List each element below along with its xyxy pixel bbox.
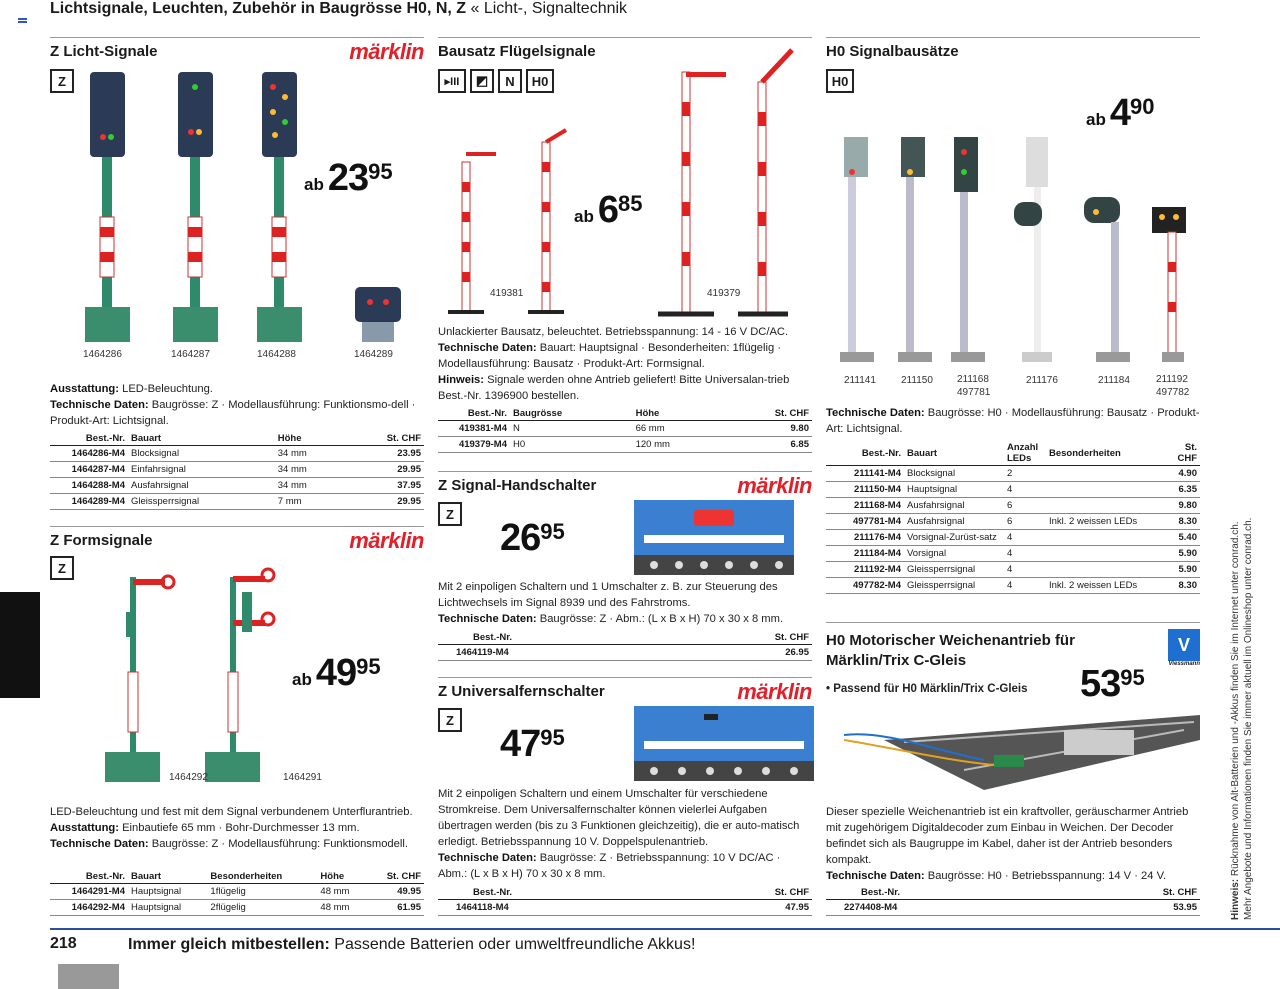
caption: 211141 (844, 375, 876, 386)
section-title: H0 Motorischer Weichenantrieb für Märklin/Trix C-Gleis (826, 632, 1075, 669)
scale-z-badge: Z (50, 69, 74, 93)
price-tag: 4795 (500, 723, 565, 765)
table-row: 211192-M4 Gleissperrsignal 4 5.90 (826, 562, 1200, 578)
scale-n-badge: N (498, 69, 522, 93)
table-row: 1464288-M4 Ausfahrsignal 34 mm 37.95 (50, 478, 424, 494)
viessmann-logo-text: Viessmann (1168, 661, 1200, 667)
caption: 1464289 (354, 349, 393, 360)
menu-icon[interactable] (18, 18, 27, 26)
caption: 1464291 (283, 772, 322, 783)
semaphore-1464291-icon (205, 569, 274, 782)
scale-h0-badge: H0 (826, 69, 854, 93)
column-bausatz (438, 37, 812, 913)
price-tag: ab 4995 (292, 652, 381, 694)
price-table: Best.-Nr. St. CHF 2274408-M4 53.95 (826, 886, 1200, 916)
table-row: 1464118-M4 47.95 (438, 900, 812, 916)
price-table: Best.-Nr. Bauart Anzahl LEDs Besonderheiten St. CHF 211141-M4 Blocksignal 2 4.90 211150-M4 Hauptsignal 4 6.35 211168-M4 Ausfahrsignal 6 9.80 497781-M4 Ausfahrsignal 6 Inkl. 2 weissen LEDs 8.30 211176-M4 Vorsignal-Zurüst-satz 4 5.40 211184-M4 Vorsignal 4 5.90 211192-M4 Gleissperrsignal 4 5.90 497782-M4 Gleissperrsignal 4 Inkl. 2 weissen LEDs 8.30 (826, 441, 1200, 594)
table-row: 419379-M4 H0 120 mm 6.85 (438, 437, 812, 453)
caption: 211150 (901, 375, 933, 386)
h0-signals-image (826, 132, 1200, 372)
signal-211141-icon (840, 137, 874, 362)
price-tag: ab 685 (574, 189, 643, 231)
signal-1464288-icon (257, 72, 302, 342)
table-row: 497782-M4 Gleissperrsignal 4 Inkl. 2 weissen LEDs 8.30 (826, 578, 1200, 594)
grey-tab (58, 964, 119, 989)
signal-211150-icon (898, 137, 932, 362)
table-row: 211150-M4 Hauptsignal 4 6.35 (826, 482, 1200, 498)
table-row: 497781-M4 Ausfahrsignal 6 Inkl. 2 weissen LEDs 8.30 (826, 514, 1200, 530)
product-description: LED-Beleuchtung und fest mit dem Signal verbundenem Unterflurantrieb. Ausstattung: Einbautiefe 65 mm · Bohr-Durchmesser 13 mm. Technische Daten: Baugrösse: Z · Modellausführung: Funktionsmodell. (50, 806, 413, 850)
product-description: Mit 2 einpoligen Schaltern und einem Umschalter für verschiedene Stromkreise. Dem Universalfernschalter können vielerlei Aufgaben übertragen werden (bis zu 3 Funktionen gleichzeitig), die er auto-matisch erledigt. Betriebsspannung 10 V. Doppelspulenantrieb. Technische Daten: Baugrösse: Z · Betriebsspannung: 10 V DC/AC · Abm.: (L x B x H) 70 x 30 x 8 mm. (438, 788, 800, 880)
caption: 1464288 (257, 349, 296, 360)
semaphore-1464292-icon (105, 576, 174, 782)
bullet-point: • Passend für H0 Märklin/Trix C-Gleis (826, 683, 1028, 695)
wing-signals-image (438, 42, 812, 322)
caption: 211192 497782 (1156, 374, 1190, 398)
caption: 419381 (490, 288, 524, 299)
column-h0-signalbausaetze (826, 37, 1200, 913)
column-z-lichtsignale (50, 37, 424, 913)
viessmann-logo-icon: V (1168, 629, 1200, 661)
table-row: 211168-M4 Ausfahrsignal 6 9.80 (826, 498, 1200, 514)
price-tag: ab 2395 (304, 157, 393, 199)
caption: 1464292 (169, 772, 208, 783)
section-title: Z Licht-Signale (50, 43, 158, 60)
scale-z-badge: Z (50, 556, 74, 580)
product-description: Ausstattung: LED-Beleuchtung. Technische Daten: Baugrösse: Z · Modellausführung: Funktionsmo-dell · Produkt-Art: Lichtsignal. (50, 383, 416, 427)
footer-note: Immer gleich mitbestellen: Passende Batterien oder umweltfreundliche Akkus! (128, 936, 696, 953)
table-row: 211176-M4 Vorsignal-Zurüst-satz 4 5.40 (826, 530, 1200, 546)
price-tag: 5395 (1080, 663, 1145, 705)
product-description: Unlackierter Bausatz, beleuchtet. Betriebsspannung: 14 - 16 V DC/AC. Technische Daten: Bauart: Hauptsignal · Besonderheiten: 1flügelig · Modellausführung: Bausatz · Produkt-Art: Formsignal. Hinweis: Signale werden ohne Antrieb geliefert! Bitte Universalan-trieb Best.-Nr. 1396900 bestellen. (438, 326, 790, 402)
price-table: Best.-Nr. St. CHF 1464118-M4 47.95 (438, 886, 812, 916)
table-row: 419381-M4 N 66 mm 9.80 (438, 421, 812, 437)
scale-h0-badge: H0 (526, 69, 554, 93)
caption: 211184 (1098, 375, 1130, 386)
table-row: 1464286-M4 Blocksignal 34 mm 23.95 (50, 446, 424, 462)
price-table: Best.-Nr. Baugrösse Höhe St. CHF 419381-M4 N 66 mm 9.80 419379-M4 H0 120 mm 6.85 (438, 407, 812, 453)
remote-switch-image (634, 706, 814, 786)
signal-211176-icon (1014, 137, 1052, 362)
section-title: Bausatz Flügelsignale (438, 43, 596, 60)
product-description: Mit 2 einpoligen Schaltern und 1 Umschalter z. B. zur Steuerung des Lichtwechsels im Signal 8939 und des Fahrstroms. Technische Daten: Baugrösse: Z · Abm.: (L x B x H) 70 x 30 x 8 mm. (438, 581, 784, 625)
caption: 211176 (1026, 375, 1058, 386)
maerklin-logo: märklin (737, 679, 812, 704)
signal-419381-icon (448, 130, 566, 312)
kit-badge: ◩ (470, 69, 494, 93)
section-title: Z Formsignale (50, 532, 153, 549)
signal-419379-icon (658, 50, 792, 314)
section-title: H0 Signalbausätze (826, 43, 959, 60)
table-row: 2274408-M4 53.95 (826, 900, 1200, 916)
signal-211184-icon (1084, 197, 1130, 362)
table-row: 211141-M4 Blocksignal 2 4.90 (826, 466, 1200, 482)
price-table: Best.-Nr. Bauart Höhe St. CHF 1464286-M4 Blocksignal 34 mm 23.95 1464287-M4 Einfahrsignal 34 mm 29.95 1464288-M4 Ausfahrsignal 34 mm 37.95 1464289-M4 Gleissperrsignal 7 mm 29.95 (50, 432, 424, 510)
era-badge: ▸III (438, 69, 466, 93)
caption: 1464287 (171, 349, 210, 360)
side-note: Hinweis: Rücknahme von Alt-Batterien und -Akkus finden Sie im Internet unter conrad.ch. Mehr Angebote und Informationen finden Sie immer aktuell im Onlineshop unter conrad.ch. (1230, 517, 1254, 920)
section-title: Z Signal-Handschalter (438, 477, 597, 494)
light-signals-image (70, 67, 430, 357)
hand-switch-image (634, 500, 794, 580)
chapter-tab (0, 592, 40, 698)
table-row: 1464291-M4 Hauptsignal 1flügelig 48 mm 49.95 (50, 884, 424, 900)
section-title: Z Universalfernschalter (438, 683, 605, 700)
turnout-drive-image (844, 710, 1200, 800)
page-number: 218 (50, 935, 77, 952)
maerklin-logo: märklin (737, 473, 812, 498)
price-table: Best.-Nr. St. CHF 1464119-M4 26.95 (438, 631, 812, 661)
table-row: 1464292-M4 Hauptsignal 2flügelig 48 mm 61.95 (50, 900, 424, 916)
product-description: Technische Daten: Baugrösse: H0 · Modellausführung: Bausatz · Produkt-Art: Lichtsignal. (826, 407, 1200, 435)
signal-1464289-icon (355, 287, 401, 342)
maerklin-logo: märklin (349, 528, 424, 553)
caption: 419379 (707, 288, 741, 299)
product-description: Dieser spezielle Weichenantrieb ist ein kraftvoller, geräuscharmer Antrieb mit zugehörigem Digitaldecoder zum Einbau in Weichen. Der Decoder befindet sich als Baugruppe im Kabel, daher ist der Antrieb besonders kompakt. Technische Daten: Baugrösse: H0 · Betriebsspannung: 14 V · 24 V. (826, 806, 1189, 882)
scale-z-badge: Z (438, 708, 462, 732)
price-tag: ab 490 (1086, 92, 1155, 134)
signal-1464286-icon (85, 72, 130, 342)
price-tag: 2695 (500, 517, 565, 559)
signal-1464287-icon (173, 72, 218, 342)
maerklin-logo: märklin (349, 39, 424, 64)
caption: 211168 497781 (957, 374, 991, 398)
scale-z-badge: Z (438, 502, 462, 526)
table-row: 1464119-M4 26.95 (438, 645, 812, 661)
table-row: 1464289-M4 Gleissperrsignal 7 mm 29.95 (50, 494, 424, 510)
footer-divider (50, 928, 1280, 930)
signal-211168-icon (951, 137, 985, 362)
caption: 1464286 (83, 349, 122, 360)
table-row: 211184-M4 Vorsignal 4 5.90 (826, 546, 1200, 562)
signal-211192-icon (1152, 207, 1186, 362)
price-table: Best.-Nr. Bauart Besonderheiten Höhe St. CHF 1464291-M4 Hauptsignal 1flügelig 48 mm 49.95 1464292-M4 Hauptsignal 2flügelig 48 mm 61.95 (50, 870, 424, 916)
page-title: Lichtsignale, Leuchten, Zubehör in Baugrösse H0, N, Z « Licht-, Signaltechnik (50, 0, 628, 17)
table-row: 1464287-M4 Einfahrsignal 34 mm 29.95 (50, 462, 424, 478)
